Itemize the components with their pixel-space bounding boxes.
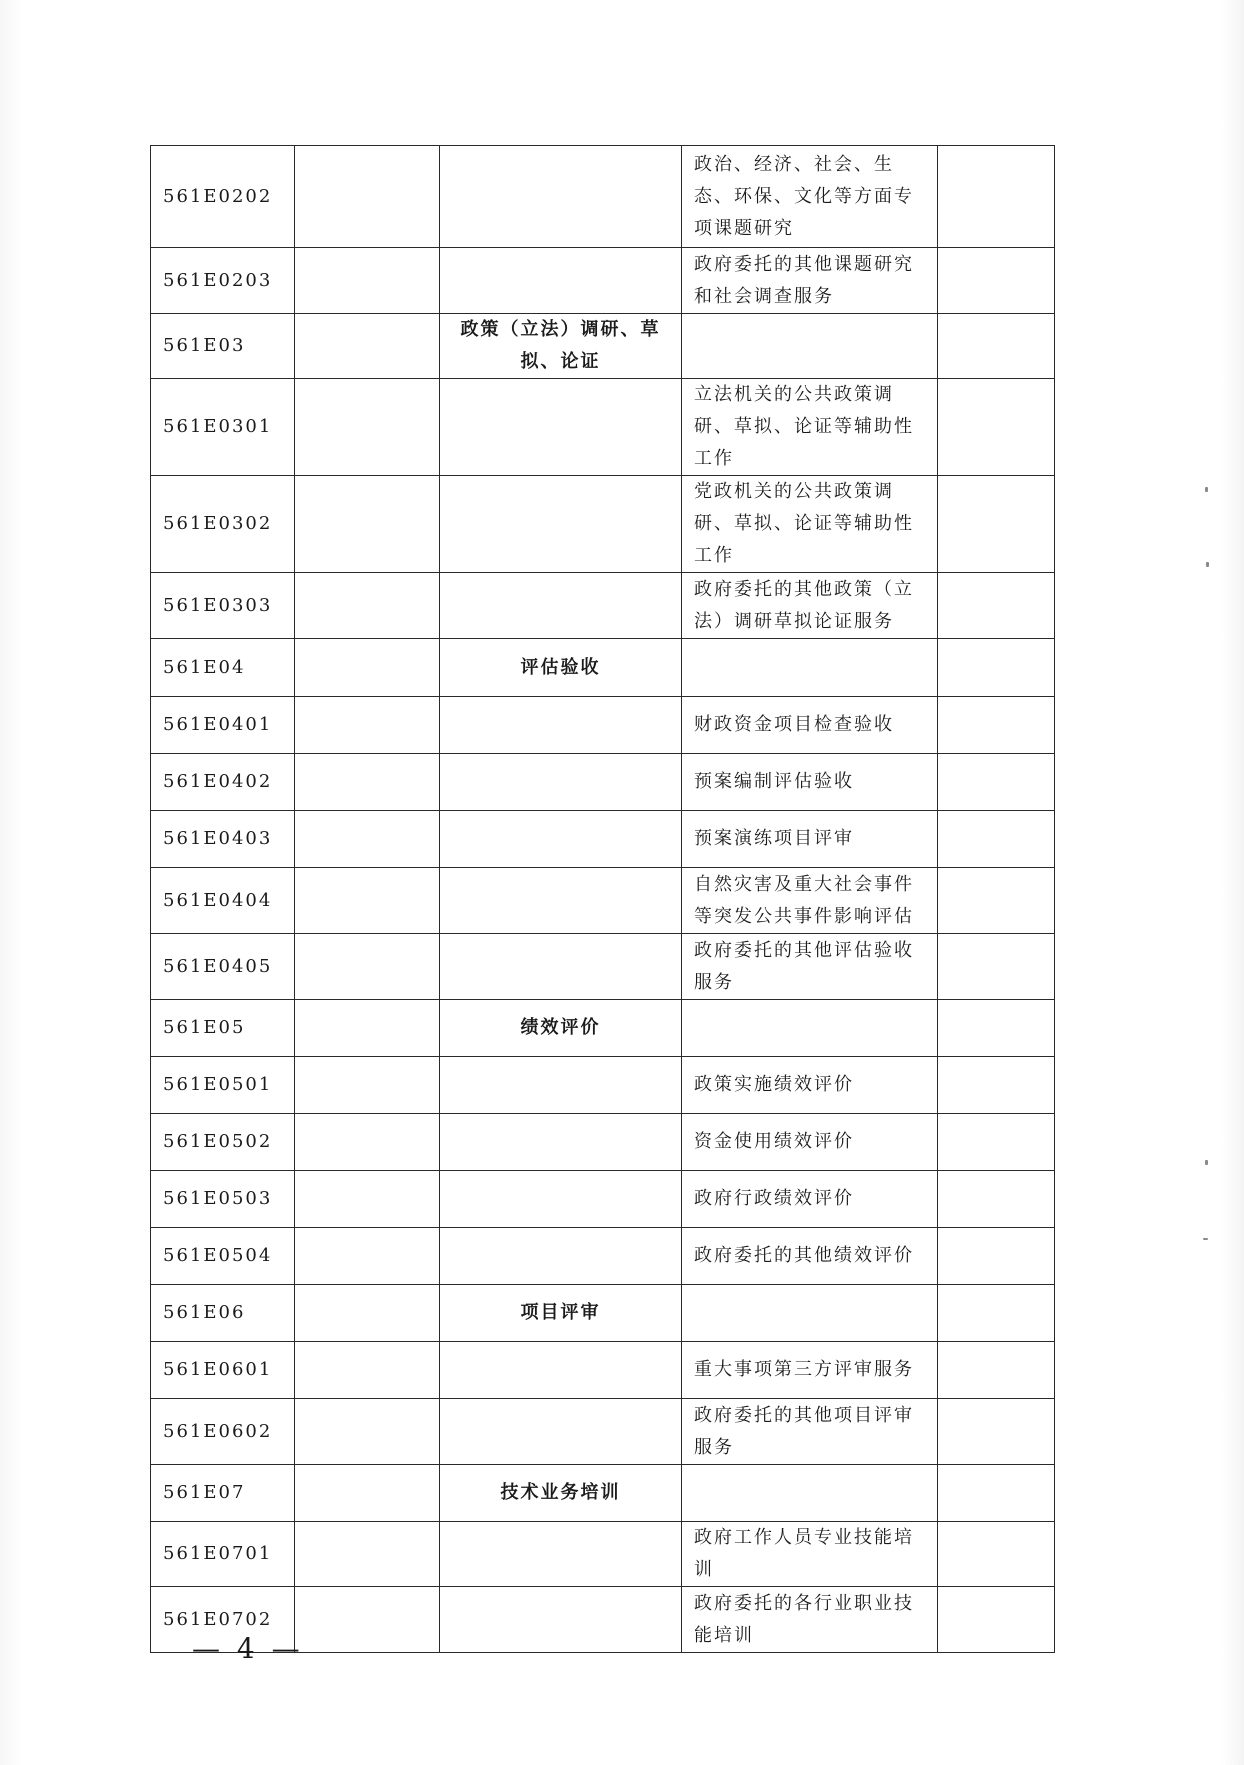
- item-code: 561E0702: [151, 1587, 295, 1653]
- item-code: 561E0701: [151, 1522, 295, 1587]
- category-name: [440, 1171, 682, 1228]
- category-name: [440, 1342, 682, 1399]
- remarks-cell: [938, 1057, 1055, 1114]
- table-row: [151, 1228, 1055, 1285]
- service-description: 自然灾害及重大社会事件等突发公共事件影响评估: [682, 868, 938, 934]
- item-code: 561E0502: [151, 1114, 295, 1171]
- remarks-cell: [938, 934, 1055, 1000]
- remarks-cell: [938, 1522, 1055, 1587]
- category-name: 评估验收: [440, 639, 682, 697]
- table-row: [151, 476, 1055, 573]
- remarks-cell: [938, 1587, 1055, 1653]
- category-name: 技术业务培训: [440, 1465, 682, 1522]
- remarks-cell: [938, 868, 1055, 934]
- remarks-cell: [938, 1228, 1055, 1285]
- empty-cell: [295, 1171, 440, 1228]
- service-description: [682, 1465, 938, 1522]
- table-row: [151, 1114, 1055, 1171]
- empty-cell: [295, 314, 440, 379]
- category-name: [440, 754, 682, 811]
- item-code: 561E04: [151, 639, 295, 697]
- category-name: [440, 1228, 682, 1285]
- category-name: 绩效评价: [440, 1000, 682, 1057]
- category-name: [440, 1587, 682, 1653]
- category-name: [440, 1522, 682, 1587]
- item-code: 561E0402: [151, 754, 295, 811]
- service-description: 政府委托的各行业职业技能培训: [682, 1587, 938, 1653]
- service-description: 财政资金项目检查验收: [682, 697, 938, 754]
- remarks-cell: [938, 1342, 1055, 1399]
- empty-cell: [295, 1000, 440, 1057]
- table-row: [151, 934, 1055, 1000]
- service-description: [682, 314, 938, 379]
- service-description: 党政机关的公共政策调研、草拟、论证等辅助性工作: [682, 476, 938, 573]
- remarks-cell: [938, 1114, 1055, 1171]
- empty-cell: [295, 1114, 440, 1171]
- service-description: 政府委托的其他项目评审服务: [682, 1399, 938, 1465]
- empty-cell: [295, 1342, 440, 1399]
- service-description: 重大事项第三方评审服务: [682, 1342, 938, 1399]
- table-row: [151, 314, 1055, 379]
- category-name: [440, 476, 682, 573]
- empty-cell: [295, 146, 440, 248]
- item-code: 561E0202: [151, 146, 295, 248]
- remarks-cell: [938, 379, 1055, 476]
- item-code: 561E0405: [151, 934, 295, 1000]
- remarks-cell: [938, 248, 1055, 314]
- empty-cell: [295, 1465, 440, 1522]
- category-name: [440, 1399, 682, 1465]
- category-name: [440, 248, 682, 314]
- empty-cell: [295, 934, 440, 1000]
- remarks-cell: [938, 1285, 1055, 1342]
- table-row: [151, 1342, 1055, 1399]
- service-description: 政府行政绩效评价: [682, 1171, 938, 1228]
- table-row: [151, 1465, 1055, 1522]
- item-code: 561E0203: [151, 248, 295, 314]
- category-name: [440, 1057, 682, 1114]
- service-description: 政府委托的其他课题研究和社会调查服务: [682, 248, 938, 314]
- service-description: 政策实施绩效评价: [682, 1057, 938, 1114]
- page-number: — 4 —: [192, 1632, 304, 1665]
- item-code: 561E0302: [151, 476, 295, 573]
- item-code: 561E0303: [151, 573, 295, 639]
- service-description: 预案编制评估验收: [682, 754, 938, 811]
- category-name: [440, 1114, 682, 1171]
- table-row: [151, 1285, 1055, 1342]
- empty-cell: [295, 811, 440, 868]
- category-name: 项目评审: [440, 1285, 682, 1342]
- item-code: 561E0401: [151, 697, 295, 754]
- table-row: [151, 248, 1055, 314]
- remarks-cell: [938, 639, 1055, 697]
- service-description: 政治、经济、社会、生态、环保、文化等方面专项课题研究: [682, 146, 938, 248]
- item-code: 561E0404: [151, 868, 295, 934]
- empty-cell: [295, 1399, 440, 1465]
- item-code: 561E0503: [151, 1171, 295, 1228]
- empty-cell: [295, 1522, 440, 1587]
- service-description: [682, 1000, 938, 1057]
- table-row: [151, 379, 1055, 476]
- table-row: [151, 1399, 1055, 1465]
- table-row: [151, 1057, 1055, 1114]
- scan-artifact: [1205, 487, 1208, 492]
- remarks-cell: [938, 573, 1055, 639]
- item-code: 561E06: [151, 1285, 295, 1342]
- service-description: 政府委托的其他政策（立法）调研草拟论证服务: [682, 573, 938, 639]
- item-code: 561E0501: [151, 1057, 295, 1114]
- empty-cell: [295, 573, 440, 639]
- service-catalog-table: [150, 145, 1055, 1653]
- empty-cell: [295, 379, 440, 476]
- remarks-cell: [938, 476, 1055, 573]
- empty-cell: [295, 1587, 440, 1653]
- service-description: 预案演练项目评审: [682, 811, 938, 868]
- remarks-cell: [938, 314, 1055, 379]
- remarks-cell: [938, 1171, 1055, 1228]
- empty-cell: [295, 248, 440, 314]
- service-description: [682, 639, 938, 697]
- item-code: 561E0403: [151, 811, 295, 868]
- item-code: 561E0601: [151, 1342, 295, 1399]
- remarks-cell: [938, 1399, 1055, 1465]
- category-name: 政策（立法）调研、草拟、论证: [440, 314, 682, 379]
- remarks-cell: [938, 697, 1055, 754]
- category-name: [440, 379, 682, 476]
- remarks-cell: [938, 811, 1055, 868]
- scan-artifact: [1203, 1238, 1208, 1240]
- item-code: 561E0504: [151, 1228, 295, 1285]
- item-code: 561E0301: [151, 379, 295, 476]
- empty-cell: [295, 697, 440, 754]
- item-code: 561E07: [151, 1465, 295, 1522]
- service-description: 资金使用绩效评价: [682, 1114, 938, 1171]
- empty-cell: [295, 868, 440, 934]
- category-name: [440, 573, 682, 639]
- service-description: [682, 1285, 938, 1342]
- scan-artifact: [1205, 1160, 1208, 1165]
- service-description: 政府委托的其他评估验收服务: [682, 934, 938, 1000]
- category-name: [440, 146, 682, 248]
- table-row: [151, 1522, 1055, 1587]
- empty-cell: [295, 476, 440, 573]
- scan-artifact: [1206, 562, 1209, 567]
- remarks-cell: [938, 146, 1055, 248]
- item-code: 561E0602: [151, 1399, 295, 1465]
- empty-cell: [295, 1228, 440, 1285]
- table-row: [151, 1000, 1055, 1057]
- table-row: [151, 754, 1055, 811]
- empty-cell: [295, 754, 440, 811]
- table-row: [151, 868, 1055, 934]
- table-row: [151, 573, 1055, 639]
- category-name: [440, 868, 682, 934]
- empty-cell: [295, 1057, 440, 1114]
- table-row: [151, 697, 1055, 754]
- item-code: 561E05: [151, 1000, 295, 1057]
- empty-cell: [295, 1285, 440, 1342]
- service-description: 政府委托的其他绩效评价: [682, 1228, 938, 1285]
- remarks-cell: [938, 754, 1055, 811]
- category-name: [440, 811, 682, 868]
- table-row: [151, 1171, 1055, 1228]
- remarks-cell: [938, 1000, 1055, 1057]
- service-description: 政府工作人员专业技能培训: [682, 1522, 938, 1587]
- table-row: [151, 811, 1055, 868]
- empty-cell: [295, 639, 440, 697]
- service-description: 立法机关的公共政策调研、草拟、论证等辅助性工作: [682, 379, 938, 476]
- remarks-cell: [938, 1465, 1055, 1522]
- category-name: [440, 697, 682, 754]
- item-code: 561E03: [151, 314, 295, 379]
- table-row: [151, 146, 1055, 248]
- category-name: [440, 934, 682, 1000]
- table-row: [151, 639, 1055, 697]
